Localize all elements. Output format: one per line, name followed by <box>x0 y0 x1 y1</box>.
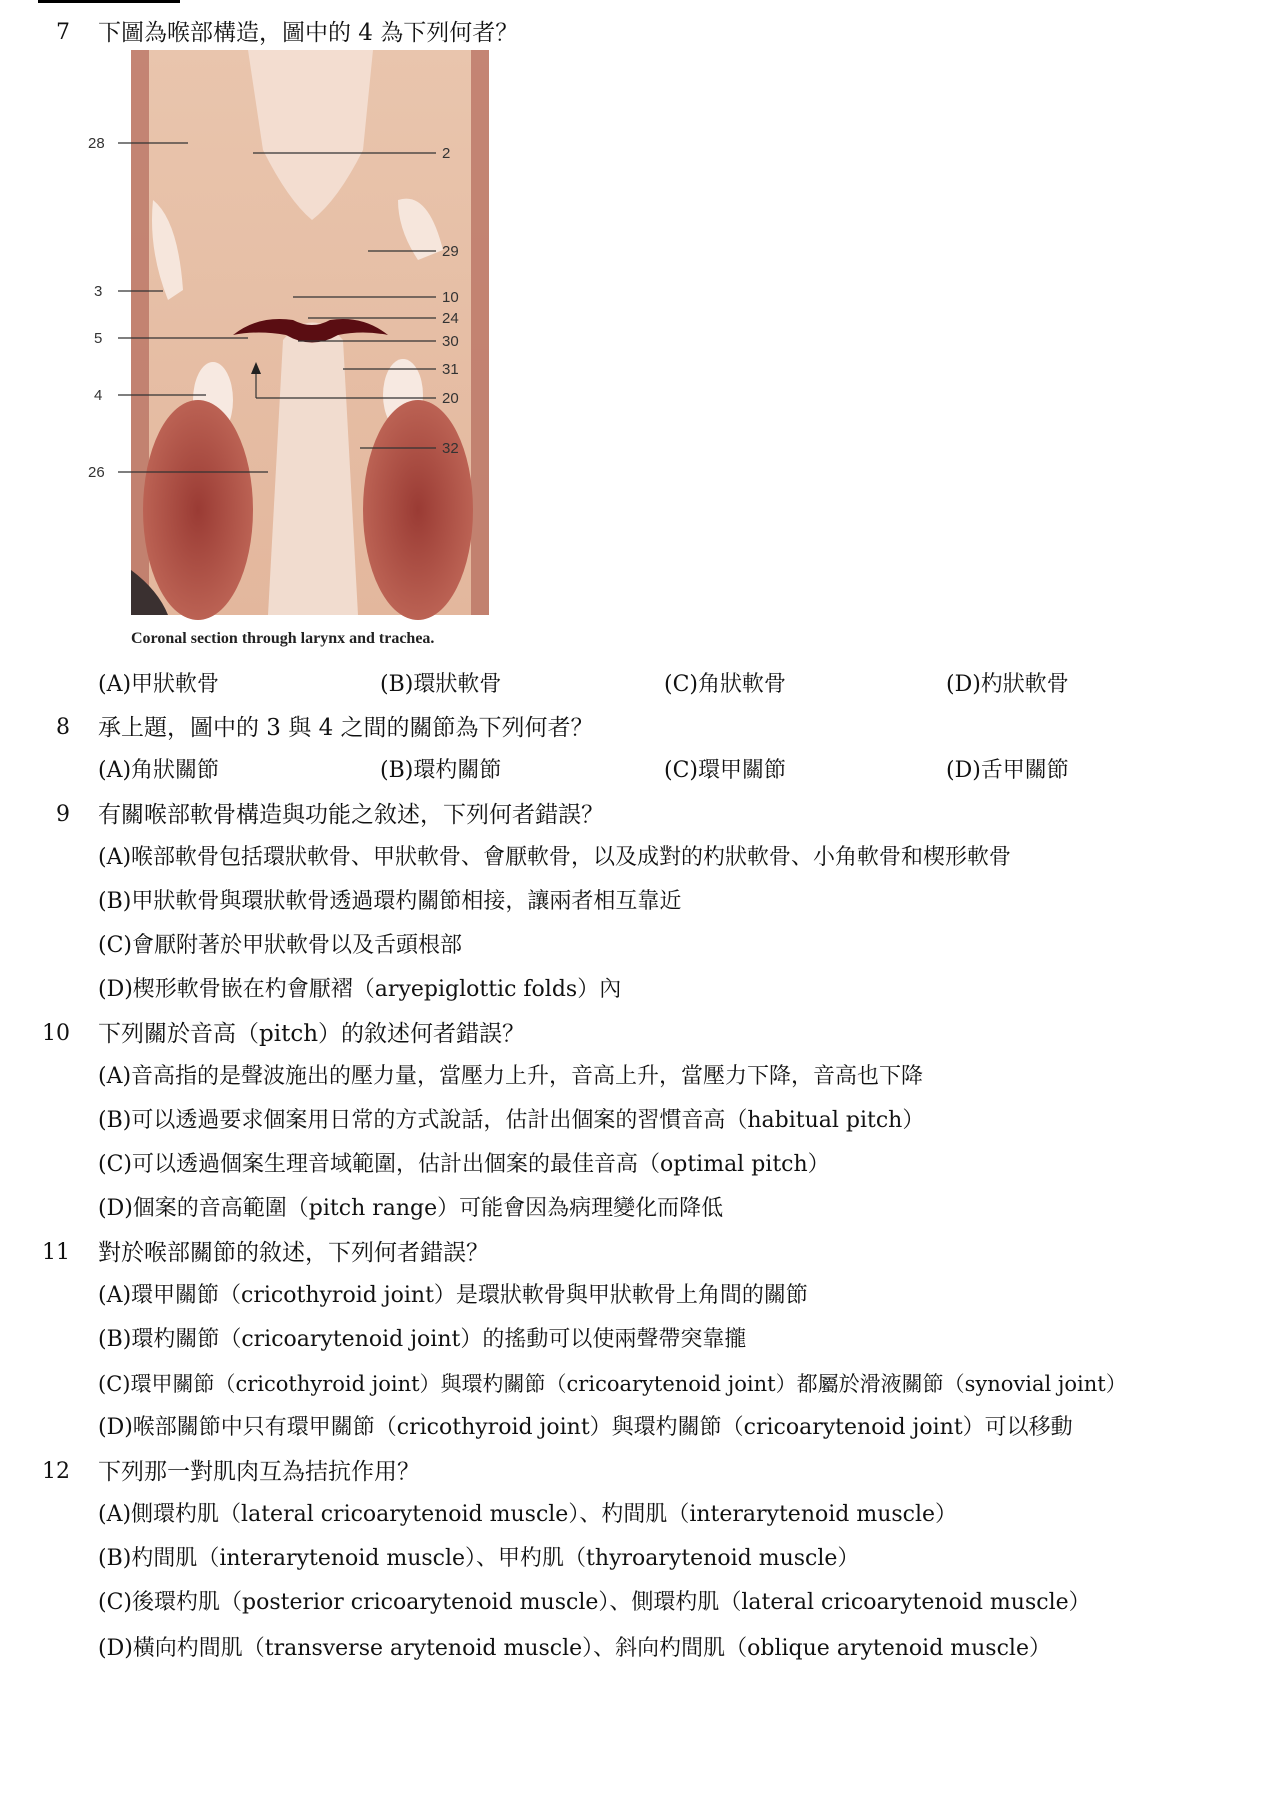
option-d: (D)楔形軟骨嵌在杓會厭褶（aryepiglottic folds）內 <box>98 977 622 1002</box>
figure-caption: Coronal section through larynx and trachea. <box>131 630 435 647</box>
option-c: (C)可以透過個案生理音域範圍，估計出個案的最佳音高（optimal pitch） <box>98 1152 830 1177</box>
label-32: 32 <box>442 440 459 457</box>
question-text: 下列關於音高（pitch）的敘述何者錯誤？ <box>98 1021 526 1047</box>
label-5: 5 <box>94 330 103 347</box>
label-30: 30 <box>442 333 459 350</box>
option-b: (B)環杓關節（cricoarytenoid joint）的搖動可以使兩聲帶突靠攏 <box>98 1327 747 1352</box>
label-29: 29 <box>442 243 459 260</box>
label-4: 4 <box>94 387 103 404</box>
question-text: 下圖為喉部構造，圖中的 4 為下列何者？ <box>98 20 519 46</box>
label-2: 2 <box>442 145 451 162</box>
option-a: (A)環甲關節（cricothyroid joint）是環狀軟骨與甲狀軟骨上角間的關節 <box>98 1283 808 1308</box>
option-a: (A)甲狀軟骨 <box>98 672 220 697</box>
option-a: (A)喉部軟骨包括環狀軟骨、甲狀軟骨、會厭軟骨，以及成對的杓狀軟骨、小角軟骨和楔形軟骨 <box>98 845 1012 870</box>
question-text: 承上題，圖中的 3 與 4 之間的關節為下列何者？ <box>98 715 594 741</box>
question-number: 11 <box>42 1240 70 1265</box>
option-c: (C)會厭附著於甲狀軟骨以及舌頭根部 <box>98 933 463 958</box>
question-number: 10 <box>42 1021 70 1046</box>
option-c: (C)角狀軟骨 <box>664 672 786 697</box>
option-c: (C)後環杓肌（posterior cricoarytenoid muscle）、側環杓肌（lateral cricoarytenoid muscle） <box>98 1590 1091 1615</box>
option-c: (C)環甲關節 <box>664 758 786 783</box>
label-28: 28 <box>88 135 105 152</box>
option-c: (C)環甲關節（cricothyroid joint）與環杓關節（cricoarytenoid joint）都屬於滑液關節（synovial joint） <box>98 1372 1127 1396</box>
option-b: (B)杓間肌（interarytenoid muscle）、甲杓肌（thyroarytenoid muscle） <box>98 1546 860 1571</box>
label-20: 20 <box>442 390 459 407</box>
label-10: 10 <box>442 289 459 306</box>
option-b: (B)環杓關節 <box>380 758 502 783</box>
option-d: (D)舌甲關節 <box>946 758 1069 783</box>
option-b: (B)甲狀軟骨與環狀軟骨透過環杓關節相接，讓兩者相互靠近 <box>98 889 682 914</box>
option-a: (A)角狀關節 <box>98 758 220 783</box>
question-text: 對於喉部關節的敘述，下列何者錯誤？ <box>98 1240 489 1266</box>
label-31: 31 <box>442 361 459 378</box>
header-rule <box>38 0 180 3</box>
label-3: 3 <box>94 283 103 300</box>
option-d: (D)橫向杓間肌（transverse arytenoid muscle）、斜向杓間肌（oblique arytenoid muscle） <box>98 1636 1051 1661</box>
option-b: (B)環狀軟骨 <box>380 672 502 697</box>
option-d: (D)個案的音高範圍（pitch range）可能會因為病理變化而降低 <box>98 1196 724 1221</box>
question-text: 有關喉部軟骨構造與功能之敘述，下列何者錯誤？ <box>98 802 604 828</box>
question-text: 下列那一對肌肉互為拮抗作用？ <box>98 1459 420 1485</box>
question-number: 9 <box>56 802 70 827</box>
option-b: (B)可以透過要求個案用日常的方式說話，估計出個案的習慣音高（habitual pitch） <box>98 1108 925 1133</box>
option-d: (D)杓狀軟骨 <box>946 672 1069 697</box>
right-muscle <box>363 400 473 620</box>
option-a: (A)側環杓肌（lateral cricoarytenoid muscle）、杓間肌（interarytenoid muscle） <box>98 1502 958 1527</box>
label-26: 26 <box>88 464 105 481</box>
left-muscle <box>143 400 253 620</box>
label-24: 24 <box>442 310 459 327</box>
question-number: 8 <box>56 715 70 740</box>
larynx-figure <box>88 50 550 655</box>
question-number: 12 <box>42 1459 70 1484</box>
question-number: 7 <box>56 20 70 45</box>
option-d: (D)喉部關節中只有環甲關節（cricothyroid joint）與環杓關節（cricoarytenoid joint）可以移動 <box>98 1415 1073 1440</box>
option-a: (A)音高指的是聲波施出的壓力量，當壓力上升，音高上升，當壓力下降，音高也下降 <box>98 1064 924 1089</box>
larynx-coronal-section-image <box>88 50 550 655</box>
